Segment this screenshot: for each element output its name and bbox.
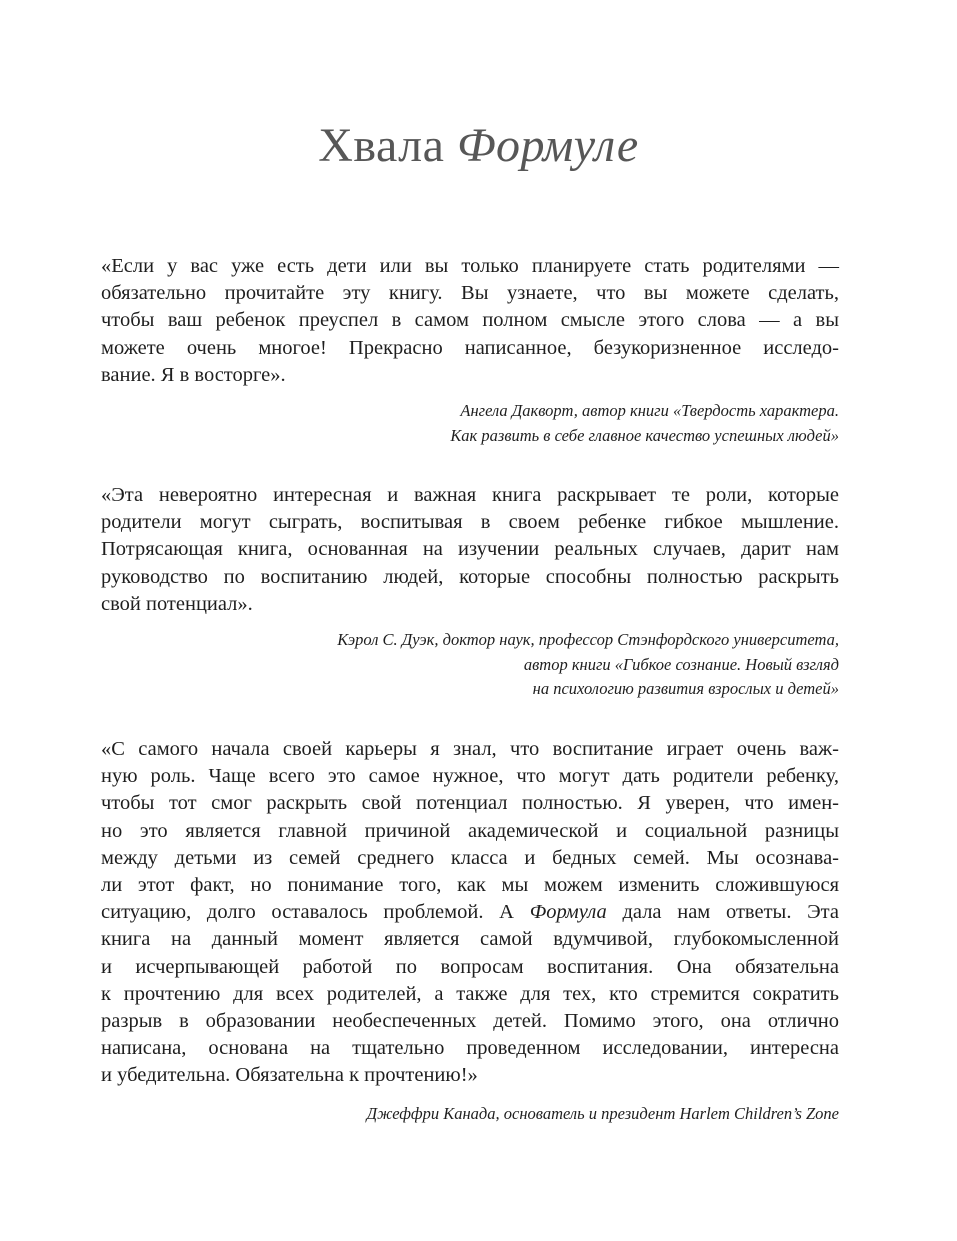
quote-line: и исчерпывающей работой по вопросам воспитания. Она обязательна <box>101 955 839 978</box>
quote-line: написана, основана на тщательно проведенном исследовании, интересна <box>101 1037 839 1060</box>
quote-line <box>101 899 839 926</box>
quote-line: но это является главной причиной академической и социальной разницы <box>101 819 839 842</box>
quote-line: можете очень многое! Прекрасно написанное, безукоризненное исследо- <box>101 336 839 359</box>
quote-line: разрыв в образовании необеспеченных детей. Помимо этого, она отлично <box>101 1010 839 1033</box>
quote-line: между детьми из семей среднего класса и бедных семей. Мы осознава- <box>101 846 839 869</box>
quote-line: вание. Я в восторге». <box>101 363 286 386</box>
quote-canada <box>101 736 839 1090</box>
book-title-italic: Формула <box>529 901 607 924</box>
quote-line: чтобы ваш ребенок преуспел в самом полном смысле этого слова — а вы <box>101 309 839 332</box>
quote-segment: ситуацию, долго оставалось проблемой. А <box>101 901 514 924</box>
attribution-line: Ангела Дакворт, автор книги «Твердость характера. <box>460 401 839 420</box>
attribution-line: автор книги «Гибкое сознание. Новый взгляд <box>523 654 839 674</box>
attribution-line: на психологию развития взрослых и детей» <box>532 679 839 698</box>
title-main: Хвала <box>318 119 445 172</box>
quote-line: «Эта невероятно интересная и важная книга раскрывает те роли, которые <box>101 484 839 506</box>
quote-line: «Если у вас уже есть дети или вы только планируете стать родителями — <box>101 255 839 277</box>
attribution-canada <box>101 1102 839 1127</box>
quote-line: чтобы тот смог раскрыть свой потенциал полностью. Я уверен, что имен- <box>101 792 839 815</box>
attribution-line: Джеффри Канада, основатель и президент Harlem Children’s Zone <box>366 1104 839 1123</box>
attribution-duckworth <box>101 399 839 448</box>
quote-segment: дала нам ответы. Эта <box>622 901 839 924</box>
quote-line: ли этот факт, но понимание того, как мы можем изменить сложившуюся <box>101 874 839 897</box>
quote-line: Потрясающая книга, основанная на изучении реальных случаев, дарит нам <box>101 538 839 561</box>
quote-line: руководство по воспитанию людей, которые способны полностью раскрыть <box>101 565 839 588</box>
quote-line: книга на данный момент является самой вдумчивой, глубокомысленной <box>101 928 839 951</box>
quote-line: «С самого начала своей карьеры я знал, что воспитание играет очень важ- <box>101 738 839 760</box>
quote-line: свой потенциал». <box>101 592 253 615</box>
title-italic: Формуле <box>456 119 639 172</box>
quote-line: родители могут сыграть, воспитывая в своем ребенке гибкое мышление. <box>101 511 839 534</box>
quote-duckworth <box>101 253 839 389</box>
attribution-dweck <box>101 628 839 702</box>
quote-line: к прочтению для всех родителей, а также для тех, кто стремится сократить <box>101 982 839 1005</box>
quote-line: ную роль. Чаще всего это самое нужное, что могут дать родители ребенку, <box>101 765 839 788</box>
attribution-line: Кэрол С. Дуэк, доктор наук, профессор Стэнфордского университета, <box>337 630 839 649</box>
quote-dweck <box>101 482 839 618</box>
quote-line: обязательно прочитайте эту книгу. Вы узнаете, что вы можете сделать, <box>101 282 839 305</box>
page-title <box>0 118 957 173</box>
attribution-line: Как развить в себе главное качество успешных людей» <box>450 425 839 445</box>
quote-line: и убедительна. Обязательна к прочтению!» <box>101 1064 478 1087</box>
